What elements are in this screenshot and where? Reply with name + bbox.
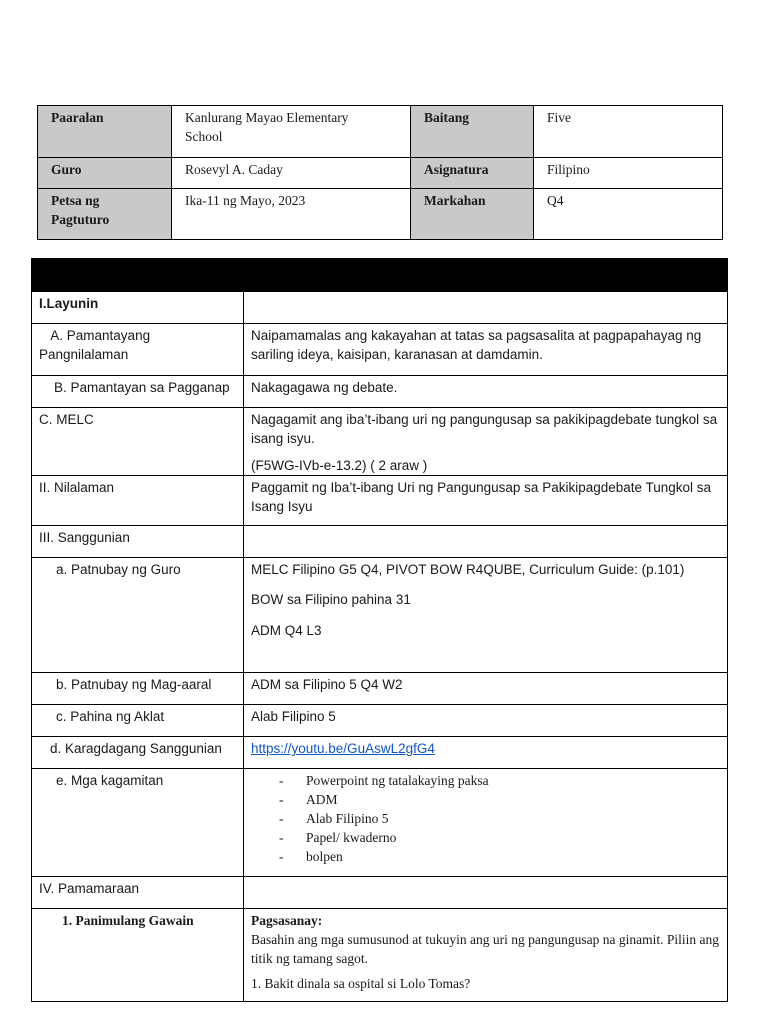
panimulang-gawain-value bbox=[244, 909, 728, 1002]
table-header-row bbox=[32, 259, 728, 292]
table-row bbox=[32, 877, 728, 909]
pagganap-value: Nakagagawa ng debate. bbox=[244, 376, 728, 408]
table-row bbox=[32, 769, 728, 877]
list-item: - ADM bbox=[279, 790, 721, 809]
guro-label: Guro bbox=[38, 158, 172, 189]
header-cell-left bbox=[32, 259, 244, 292]
paaralan-value: Kanlurang Mayao Elementary School bbox=[172, 106, 411, 158]
melc-label: C. MELC bbox=[32, 408, 244, 476]
table-row bbox=[32, 737, 728, 769]
list-item: - Alab Filipino 5 bbox=[279, 809, 721, 828]
empty-cell bbox=[244, 877, 728, 909]
pamantayang-value: Naipamamalas ang kakayahan at tatas sa pagsasalita at pagpapahayag ng sariling ideya, kaisipan, karanasan at damdamin. bbox=[244, 324, 728, 376]
pagsasanay-instructions: Basahin ang mga sumusunod at tukuyin ang uri ng pangungusap na ginamit. Piliin ang titik ng tamang sagot. bbox=[251, 932, 719, 966]
layunin-heading: I.Layunin bbox=[32, 292, 244, 324]
melc-code: (F5WG-IVb-e-13.2) ( 2 araw ) bbox=[251, 458, 428, 473]
empty-cell bbox=[244, 292, 728, 324]
list-item: - bolpen bbox=[279, 847, 721, 866]
panimulang-gawain-label: 1. Panimulang Gawain bbox=[32, 909, 244, 1002]
kagamitan-list bbox=[251, 771, 721, 866]
guro-reference-3: ADM Q4 L3 bbox=[251, 623, 322, 638]
pagganap-label: B. Pamantayan sa Pagganap bbox=[32, 376, 244, 408]
pamamaraan-label: IV. Pamamaraan bbox=[32, 877, 244, 909]
table-row bbox=[32, 705, 728, 737]
guro-reference-1: MELC Filipino G5 Q4, PIVOT BOW R4QUBE, Curriculum Guide: (p.101) bbox=[251, 562, 685, 577]
patnubay-guro-label: a. Patnubay ng Guro bbox=[32, 558, 244, 673]
table-row bbox=[32, 526, 728, 558]
table-row bbox=[32, 408, 728, 476]
guro-value: Rosevyl A. Caday bbox=[172, 158, 411, 189]
asignatura-value: Filipino bbox=[534, 158, 723, 189]
youtube-link[interactable]: https://youtu.be/GuAswL2gfG4 bbox=[251, 741, 435, 756]
nilalaman-value: Paggamit ng Iba’t-ibang Uri ng Pangungusap sa Pakikipagdebate Tungkol sa Isang Isyu bbox=[244, 476, 728, 526]
empty-cell bbox=[244, 526, 728, 558]
list-item: - Powerpoint ng tatalakaying paksa bbox=[279, 771, 721, 790]
asignatura-label: Asignatura bbox=[411, 158, 534, 189]
list-item: - Papel/ kwaderno bbox=[279, 828, 721, 847]
markahan-value: Q4 bbox=[534, 189, 723, 240]
petsa-value: Ika-11 ng Mayo, 2023 bbox=[172, 189, 411, 240]
kagamitan-value bbox=[244, 769, 728, 877]
petsa-label: Petsa ng Pagtuturo bbox=[38, 189, 172, 240]
pahina-aklat-value: Alab Filipino 5 bbox=[244, 705, 728, 737]
pamantayang-label: A. Pamantayang Pangnilalaman bbox=[32, 324, 244, 376]
kagamitan-label: e. Mga kagamitan bbox=[32, 769, 244, 877]
table-row bbox=[32, 376, 728, 408]
lesson-info-table bbox=[37, 105, 723, 240]
paaralan-label: Paaralan bbox=[38, 106, 172, 158]
question-1: 1. Bakit dinala sa ospital si Lolo Tomas? bbox=[251, 976, 471, 991]
baitang-value: Five bbox=[534, 106, 723, 158]
table-row bbox=[32, 673, 728, 705]
header-cell-right bbox=[244, 259, 728, 292]
patnubay-magaaral-value: ADM sa Filipino 5 Q4 W2 bbox=[244, 673, 728, 705]
melc-value: Nagagamit ang iba’t-ibang uri ng pangungusap sa pakikipagdebate tungkol sa isang isyu. (F5WG-IVb-e-13.2) ( 2 araw ) bbox=[244, 408, 728, 476]
sanggunian-label: III. Sanggunian bbox=[32, 526, 244, 558]
karagdagang-label: d. Karagdagang Sanggunian bbox=[32, 737, 244, 769]
baitang-label: Baitang bbox=[411, 106, 534, 158]
table-row bbox=[32, 909, 728, 1002]
lesson-plan-table bbox=[31, 258, 728, 1002]
table-row bbox=[32, 558, 728, 673]
nilalaman-label: II. Nilalaman bbox=[32, 476, 244, 526]
patnubay-guro-value bbox=[244, 558, 728, 673]
pagsasanay-title: Pagsasanay: bbox=[251, 913, 323, 928]
table-row bbox=[32, 292, 728, 324]
table-row bbox=[32, 324, 728, 376]
table-row bbox=[32, 476, 728, 526]
karagdagang-value bbox=[244, 737, 728, 769]
patnubay-magaaral-label: b. Patnubay ng Mag-aaral bbox=[32, 673, 244, 705]
markahan-label: Markahan bbox=[411, 189, 534, 240]
pahina-aklat-label: c. Pahina ng Aklat bbox=[32, 705, 244, 737]
guro-reference-2: BOW sa Filipino pahina 31 bbox=[251, 592, 411, 607]
